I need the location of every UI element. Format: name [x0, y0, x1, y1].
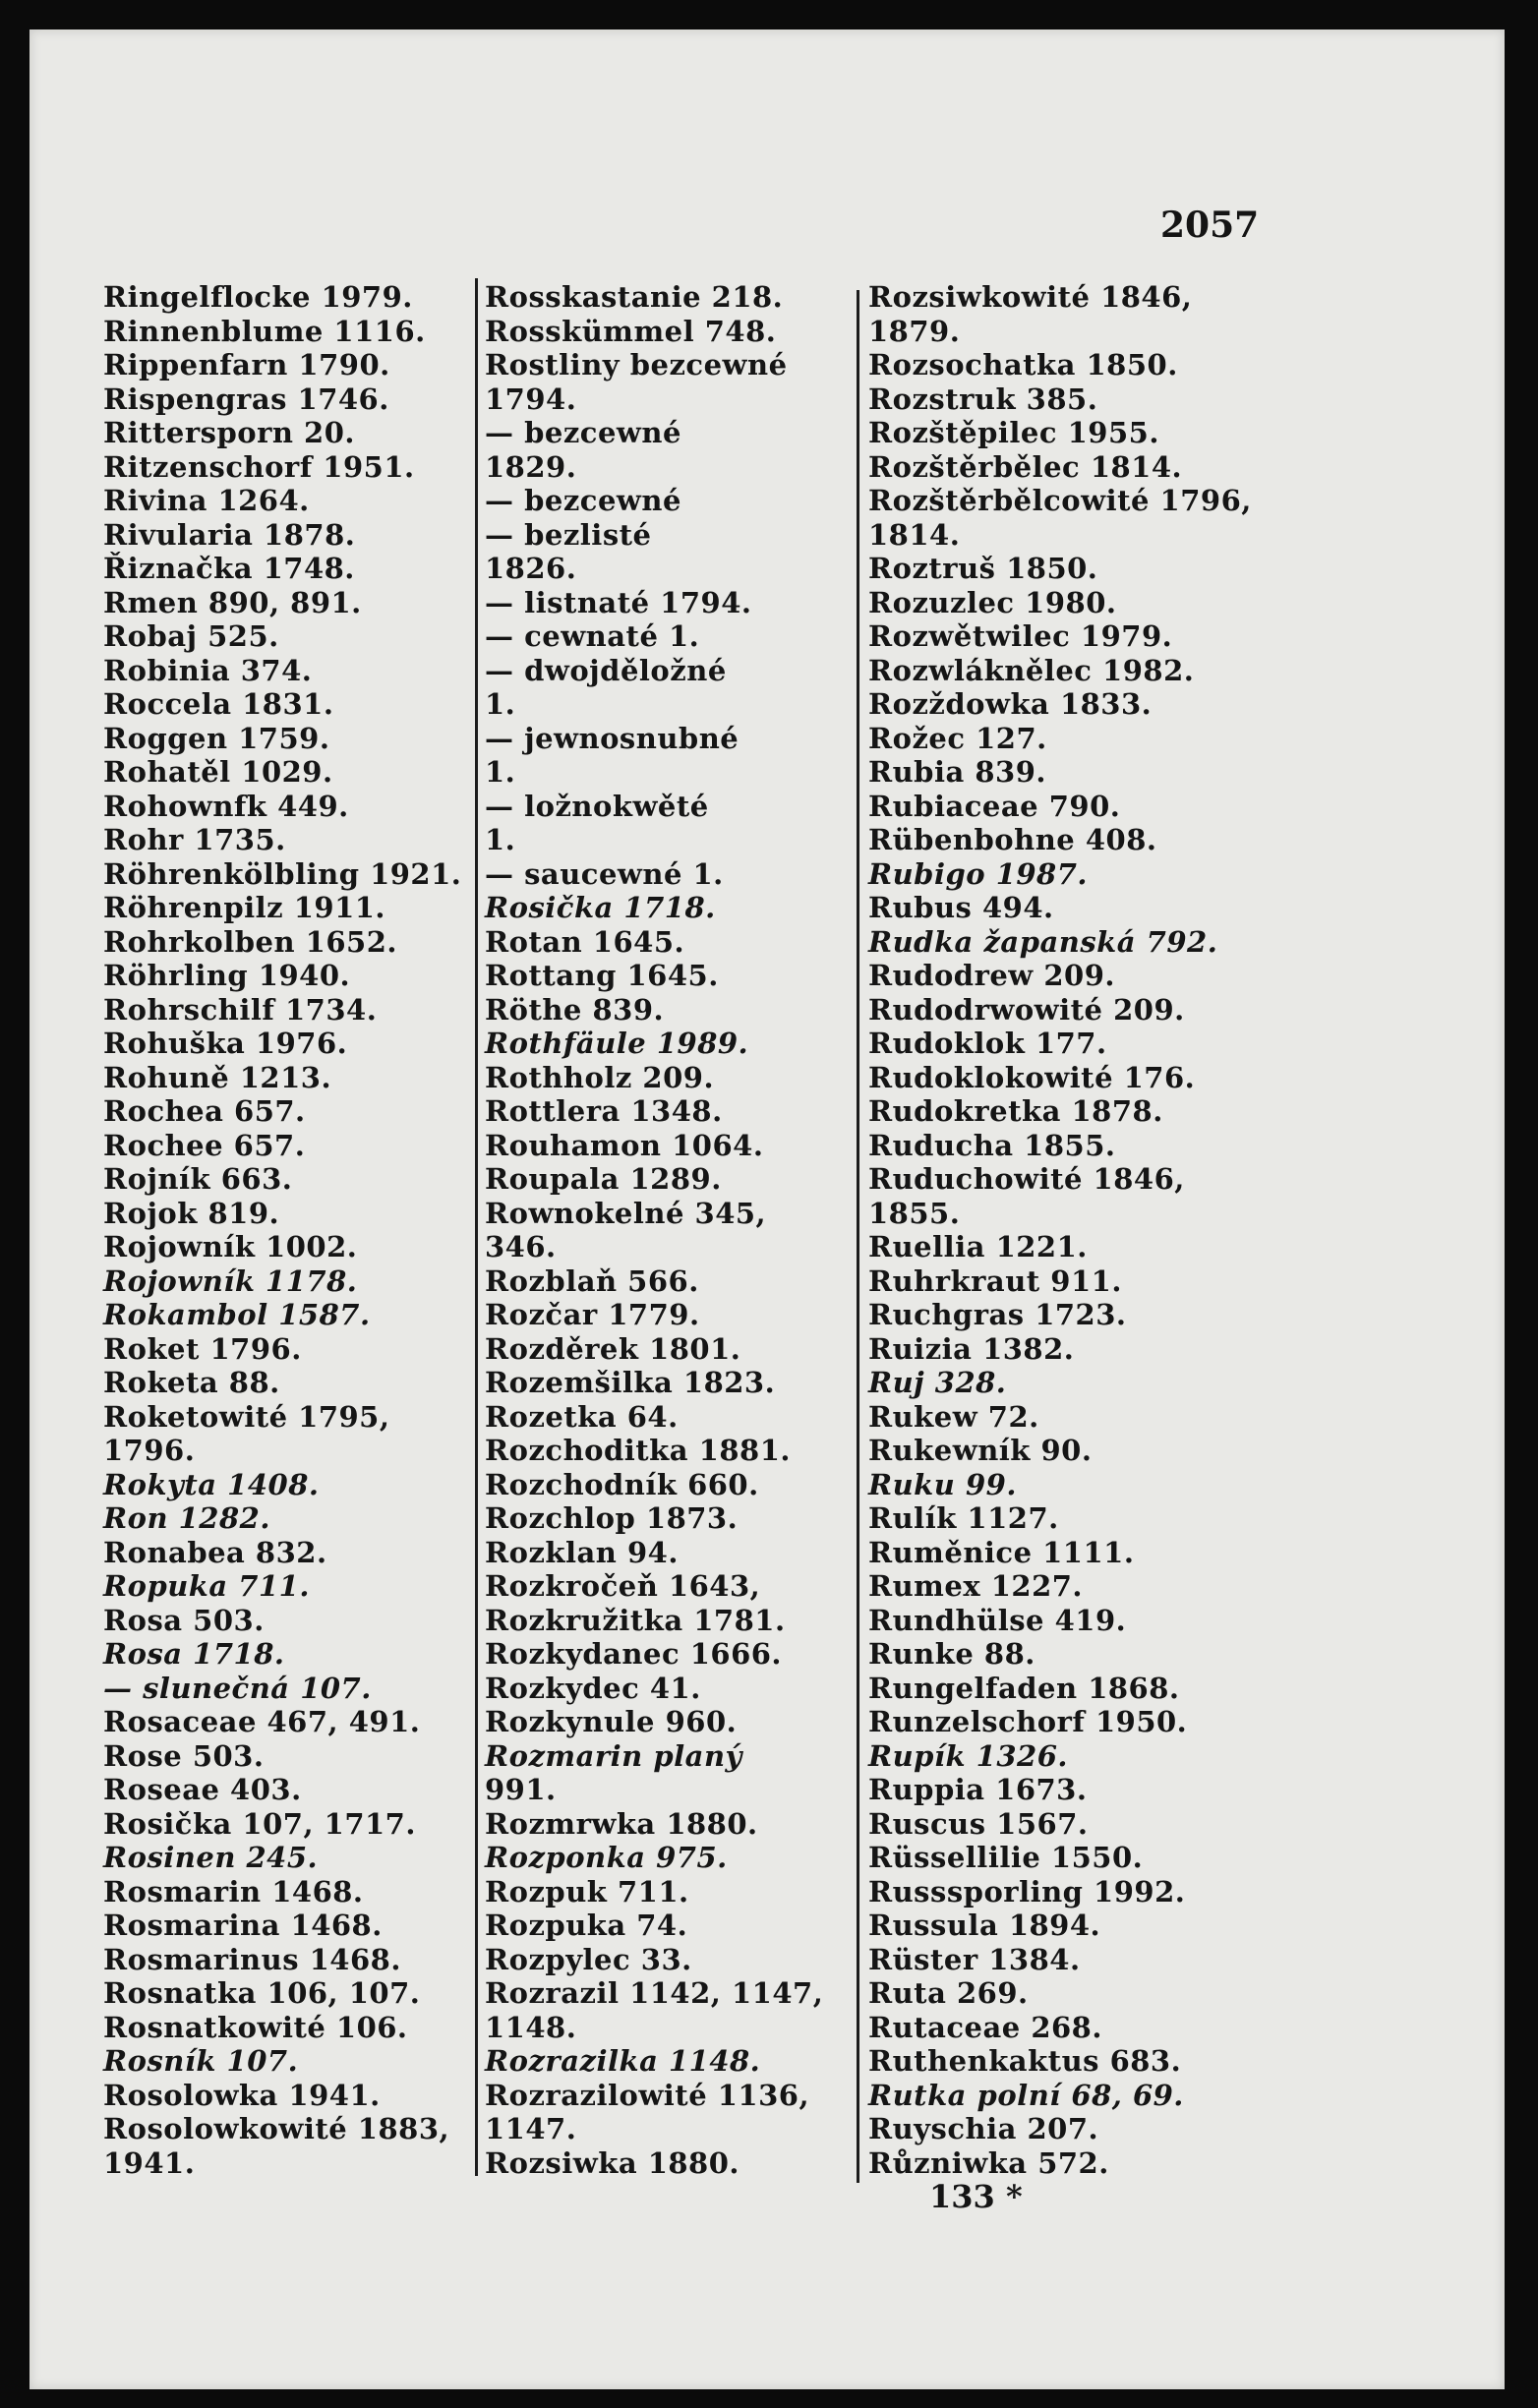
index-entry: Rüssellilie 1550. — [868, 1841, 1144, 1874]
index-entry: Rotan 1645. — [485, 924, 685, 959]
index-entry: 1814. — [868, 517, 961, 552]
index-entry: — ložnokwěté — [485, 789, 709, 823]
index-entry: Rudodrew 209. — [868, 959, 1116, 992]
index-entry: Ruchgras 1723. — [868, 1298, 1127, 1331]
index-entry: Ruellia 1221. — [868, 1230, 1088, 1263]
index-entry: Rmen 890, 891. — [103, 585, 362, 619]
index-entry: Rostliny bezcewné — [485, 348, 788, 382]
index-entry: 1855. — [868, 1196, 961, 1230]
index-entry: Řiznačka 1748. — [103, 552, 355, 585]
index-entry: Rottlera 1348. — [485, 1094, 723, 1128]
index-entry: Rozchlop 1873. — [485, 1501, 739, 1535]
index-entry: Rochea 657. — [103, 1094, 306, 1128]
index-entry: Russsporling 1992. — [868, 1874, 1186, 1909]
index-entry: Robaj 525. — [103, 619, 279, 653]
index-entry: 1826. — [485, 552, 577, 585]
index-entry: Rozsochatka 1850. — [868, 348, 1178, 382]
index-column-1 — [103, 280, 497, 2180]
index-entry: Ritzenschorf 1951. — [103, 449, 415, 484]
index-entry: Rojowník 1002. — [103, 1230, 358, 1263]
index-entry: Rozstruk 385. — [868, 382, 1098, 416]
index-entry: Rumex 1227. — [868, 1569, 1084, 1603]
index-entry: Rozmarin planý — [485, 1738, 742, 1773]
index-entry: 1. — [485, 823, 516, 856]
page-number: 2057 — [1160, 205, 1260, 246]
index-entry: Rozděrek 1801. — [485, 1331, 741, 1366]
index-entry: 1941. — [103, 2145, 196, 2180]
index-entry: 1147. — [485, 2112, 577, 2145]
index-entry: Rozkružitka 1781. — [485, 1603, 786, 1637]
index-entry: Roupala 1289. — [485, 1162, 722, 1196]
index-entry: Rosník 107. — [103, 2044, 299, 2078]
index-entry: Rohuška 1976. — [103, 1027, 348, 1060]
index-entry: Rivina 1264. — [103, 484, 310, 517]
index-entry: Robinia 374. — [103, 653, 313, 687]
index-entry: — saucewné 1. — [485, 856, 724, 891]
index-entry: 1794. — [485, 382, 577, 416]
index-entry: Rohrkolben 1652. — [103, 924, 397, 959]
index-entry: Rottang 1645. — [485, 959, 719, 992]
index-entry: Ringelflocke 1979. — [103, 280, 413, 314]
index-entry: Rukewník 90. — [868, 1434, 1093, 1467]
index-entry: Rudoklokowité 176. — [868, 1060, 1196, 1094]
index-entry: Ruta 269. — [868, 1976, 1029, 2010]
index-entry: Rosička 1718. — [485, 891, 716, 924]
index-entry: Ruhrkraut 911. — [868, 1263, 1122, 1298]
index-entry: Rungelfaden 1868. — [868, 1671, 1180, 1705]
index-entry: Rutaceae 268. — [868, 2010, 1102, 2044]
index-entry: — bezlisté — [485, 517, 652, 552]
index-entry: Rosa 503. — [103, 1603, 265, 1637]
index-entry: Roccela 1831. — [103, 687, 334, 721]
index-entry: Ropuka 711. — [103, 1569, 310, 1603]
index-entry: Rozpuk 711. — [485, 1874, 689, 1909]
index-entry: Rozrazilowité 1136, — [485, 2078, 810, 2112]
index-entry: Rispengras 1746. — [103, 382, 389, 416]
index-entry: Rosmarina 1468. — [103, 1909, 383, 1942]
index-entry: Rozštěrbělcowité 1796, — [868, 484, 1252, 517]
index-entry: 1796. — [103, 1434, 196, 1467]
index-entry: 1879. — [868, 314, 961, 348]
index-entry: — cewnaté 1. — [485, 619, 700, 653]
printer-signature-mark: 133 * — [929, 2178, 1023, 2215]
index-entry: Rivularia 1878. — [103, 517, 356, 552]
index-entry: Rosolowka 1941. — [103, 2078, 381, 2112]
index-entry: Rittersporn 20. — [103, 416, 355, 449]
index-entry: 1. — [485, 687, 516, 721]
index-entry: Rubia 839. — [868, 755, 1046, 789]
index-entry: Různiwka 572. — [868, 2145, 1109, 2180]
book-page — [30, 29, 1505, 2389]
index-entry: Rothholz 209. — [485, 1060, 715, 1094]
index-entry: Rozchodník 660. — [485, 1467, 759, 1501]
index-entry: Rudka žapanská 792. — [868, 924, 1218, 959]
index-entry: Rozčar 1779. — [485, 1298, 700, 1331]
index-entry: Rojok 819. — [103, 1196, 280, 1230]
index-entry: Rozrazilka 1148. — [485, 2044, 761, 2078]
index-entry: Rose 503. — [103, 1738, 265, 1773]
index-entry: Röthe 839. — [485, 992, 665, 1027]
index-entry: Rudodrwowité 209. — [868, 992, 1185, 1027]
index-entry: Rubiaceae 790. — [868, 789, 1121, 823]
index-entry: Rownokelné 345, — [485, 1196, 767, 1230]
index-entry: — bezcewné — [485, 416, 681, 449]
index-entry: Rojowník 1178. — [103, 1263, 358, 1298]
index-entry: Roggen 1759. — [103, 721, 330, 755]
index-entry: Rozponka 975. — [485, 1841, 728, 1874]
index-entry: Rohatěl 1029. — [103, 755, 333, 789]
index-entry: Rosskastanie 218. — [485, 280, 784, 314]
index-entry: Rozklan 94. — [485, 1535, 679, 1569]
index-entry: Rozblaň 566. — [485, 1263, 699, 1298]
index-entry: Rosinen 245. — [103, 1841, 319, 1874]
index-entry: Russula 1894. — [868, 1909, 1101, 1942]
index-entry: Ronabea 832. — [103, 1535, 327, 1569]
index-entry: Ron 1282. — [103, 1501, 270, 1535]
index-entry: 346. — [485, 1230, 557, 1263]
index-entry: 991. — [485, 1773, 557, 1806]
index-entry: — slunečná 107. — [103, 1671, 372, 1705]
index-column-3 — [868, 280, 1331, 2180]
index-entry: Rozchoditka 1881. — [485, 1434, 791, 1467]
index-entry: Rozkydec 41. — [485, 1671, 701, 1705]
index-entry: 1. — [485, 755, 516, 789]
index-entry: Rutka polní 68, 69. — [868, 2078, 1184, 2112]
index-entry: Rozrazil 1142, 1147, — [485, 1976, 824, 2010]
index-entry: — jewnosnubné — [485, 721, 739, 755]
index-entry: Rozsiwka 1880. — [485, 2145, 740, 2180]
index-entry: Rozwětwilec 1979. — [868, 619, 1173, 653]
index-entry: Rosskümmel 748. — [485, 314, 777, 348]
index-entry: Rožec 127. — [868, 721, 1047, 755]
index-entry: Rohuně 1213. — [103, 1060, 332, 1094]
index-entry: Roseae 403. — [103, 1773, 302, 1806]
index-entry: Rippenfarn 1790. — [103, 348, 390, 382]
index-entry: Rozmrwka 1880. — [485, 1806, 758, 1841]
index-entry: Rouhamon 1064. — [485, 1128, 764, 1162]
index-entry: — dwojděložné — [485, 653, 727, 687]
index-entry: Rukew 72. — [868, 1399, 1039, 1434]
index-entry: Runzelschorf 1950. — [868, 1705, 1188, 1738]
index-entry: Rupík 1326. — [868, 1738, 1068, 1773]
index-entry: Rinnenblume 1116. — [103, 314, 426, 348]
index-entry: Rohr 1735. — [103, 823, 286, 856]
index-entry: Rudokretka 1878. — [868, 1094, 1163, 1128]
index-entry: Rothfäule 1989. — [485, 1027, 749, 1060]
index-entry: Rüster 1384. — [868, 1942, 1081, 1976]
index-entry: Rozkynule 960. — [485, 1705, 738, 1738]
index-entry: Rulík 1127. — [868, 1501, 1059, 1535]
index-entry: Rundhülse 419. — [868, 1603, 1127, 1637]
index-entry: Rozždowka 1833. — [868, 687, 1153, 721]
index-entry: Rozetka 64. — [485, 1399, 679, 1434]
index-entry: Ruthenkaktus 683. — [868, 2044, 1182, 2078]
index-entry: Rohrschilf 1734. — [103, 992, 378, 1027]
index-entry: Rosmarinus 1468. — [103, 1942, 401, 1976]
index-entry: Rozštěrbělec 1814. — [868, 449, 1183, 484]
index-entry: 1829. — [485, 449, 577, 484]
index-entry: Rozuzlec 1980. — [868, 585, 1117, 619]
index-entry: Ruj 328. — [868, 1366, 1007, 1399]
index-entry: Rübenbohne 408. — [868, 823, 1157, 856]
index-entry: Roketa 88. — [103, 1366, 280, 1399]
index-entry: 1148. — [485, 2010, 577, 2044]
index-entry: Rosnatka 106, 107. — [103, 1976, 421, 2010]
index-entry: Rosaceae 467, 491. — [103, 1705, 421, 1738]
index-entry: Ruyschia 207. — [868, 2112, 1099, 2145]
index-entry: Rohownfk 449. — [103, 789, 349, 823]
index-entry: Roztruš 1850. — [868, 552, 1098, 585]
index-column-2 — [485, 280, 858, 2180]
index-entry: Roketowité 1795, — [103, 1399, 390, 1434]
index-entry: Rozpylec 33. — [485, 1942, 692, 1976]
index-entry: Rokyta 1408. — [103, 1467, 320, 1501]
index-entry: Rubus 494. — [868, 891, 1054, 924]
index-entry: Ruměnice 1111. — [868, 1535, 1135, 1569]
index-entry: Rokambol 1587. — [103, 1298, 371, 1331]
index-entry: Ruducha 1855. — [868, 1128, 1116, 1162]
column-divider-2 — [857, 290, 859, 2183]
index-entry: Rozkydanec 1666. — [485, 1637, 783, 1671]
index-entry: Rozwlákněleс 1982. — [868, 653, 1195, 687]
index-entry: Rosolowkowité 1883, — [103, 2112, 450, 2145]
index-entry: Roket 1796. — [103, 1331, 302, 1366]
index-entry: Runke 88. — [868, 1637, 1035, 1671]
index-entry: Ruscus 1567. — [868, 1806, 1089, 1841]
index-entry: Rochee 657. — [103, 1128, 306, 1162]
index-entry: — bezcewné — [485, 484, 681, 517]
index-entry: Rojník 663. — [103, 1162, 293, 1196]
index-entry: Rubigo 1987. — [868, 856, 1089, 891]
index-entry: Rudoklok 177. — [868, 1027, 1107, 1060]
index-entry: Rozpuka 74. — [485, 1909, 688, 1942]
index-entry: Rosnatkowité 106. — [103, 2010, 408, 2044]
index-entry: Ruizia 1382. — [868, 1331, 1075, 1366]
column-divider-1 — [475, 278, 478, 2176]
index-entry: Rosmarin 1468. — [103, 1874, 364, 1909]
index-entry: Rozsiwkowité 1846, — [868, 280, 1193, 314]
index-entry: Rosička 107, 1717. — [103, 1806, 416, 1841]
index-entry: Ruduchowité 1846, — [868, 1162, 1185, 1196]
index-entry: Rozkročeň 1643, — [485, 1569, 761, 1603]
index-entry: Rosa 1718. — [103, 1637, 285, 1671]
index-entry: Rozštěpilec 1955. — [868, 416, 1159, 449]
index-entry: Röhrenkölbling 1921. — [103, 856, 462, 891]
index-entry: — listnaté 1794. — [485, 585, 752, 619]
index-entry: Röhrenpilz 1911. — [103, 891, 386, 924]
index-entry: Rozemšilka 1823. — [485, 1366, 776, 1399]
index-entry: Ruppia 1673. — [868, 1773, 1088, 1806]
index-entry: Röhrling 1940. — [103, 959, 351, 992]
index-entry: Ruku 99. — [868, 1467, 1017, 1501]
